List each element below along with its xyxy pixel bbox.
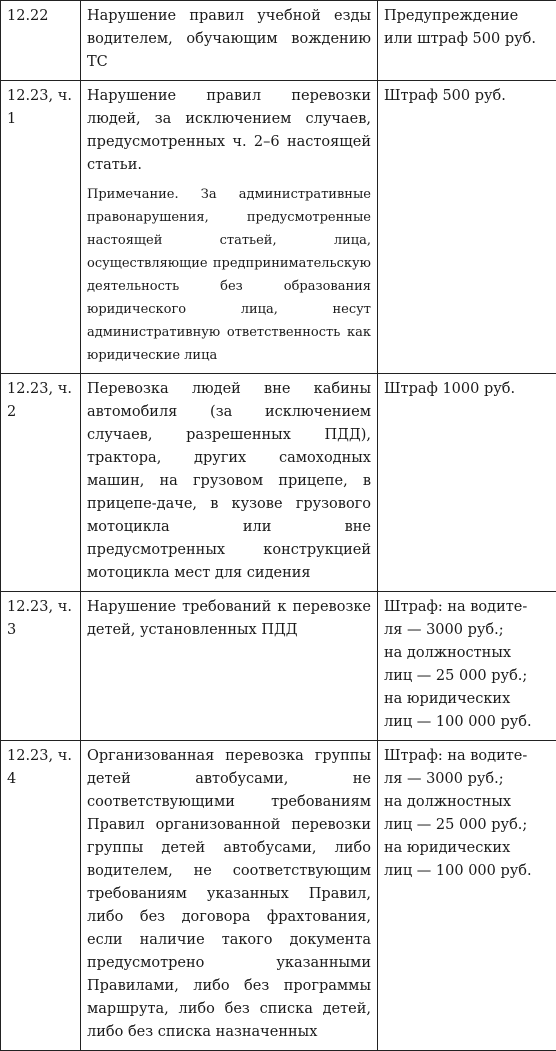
penalty-line: на юридических bbox=[384, 837, 550, 860]
offense-cell: Организованная перевозка группы детей автобусами, не соответствующими требованиям Правил организованной перевозки группы детей автобусами, либо водителем, не соответствующим требованиям указанных Правил, либо без договора фрахтования, если наличие такого документа предусмотрено указанными Правилами, либо без программы маршрута, либо без списка детей, либо без списка назначенных bbox=[81, 741, 378, 1051]
penalty-cell bbox=[378, 592, 556, 741]
penalty-line: Штраф: на водите- bbox=[384, 745, 550, 768]
penalty-line: лиц — 25 000 руб.; bbox=[384, 814, 550, 837]
penalty-line: лиц — 100 000 руб. bbox=[384, 711, 550, 734]
table-row bbox=[1, 741, 556, 1051]
article-cell: 12.23, ч. 2 bbox=[1, 374, 81, 592]
offense-text: Нарушение правил перевозки людей, за исключением случаев, предусмотренных ч. 2–6 настоящей статьи. bbox=[87, 85, 371, 177]
penalty-line: Штраф: на водите- bbox=[384, 596, 550, 619]
article-cell: 12.23, ч. 4 bbox=[1, 741, 81, 1051]
offense-cell bbox=[81, 81, 378, 374]
penalty-line: на должностных bbox=[384, 642, 550, 665]
table-row bbox=[1, 374, 556, 592]
penalty-line: лиц — 25 000 руб.; bbox=[384, 665, 550, 688]
penalty-cell: Штраф 1000 руб. bbox=[378, 374, 556, 592]
article-cell: 12.23, ч. 3 bbox=[1, 592, 81, 741]
penalty-cell bbox=[378, 741, 556, 1051]
penalty-cell: Штраф 500 руб. bbox=[378, 81, 556, 374]
article-cell: 12.22 bbox=[1, 1, 81, 81]
table-row bbox=[1, 592, 556, 741]
penalty-cell: Предупреждение или штраф 500 руб. bbox=[378, 1, 556, 81]
offense-cell: Нарушение правил учебной езды водителем, обучающим вождению ТС bbox=[81, 1, 378, 81]
penalty-line: на юридических bbox=[384, 688, 550, 711]
table-row bbox=[1, 1, 556, 81]
offense-cell: Перевозка людей вне кабины автомобиля (за исключением случаев, разрешенных ПДД), трактора, других самоходных машин, на грузовом прицепе, в прицепе-даче, в кузове грузового мотоцикла или вне предусмотренных конструкцией мотоцикла мест для сидения bbox=[81, 374, 378, 592]
penalty-line: лиц — 100 000 руб. bbox=[384, 860, 550, 883]
offense-cell: Нарушение требований к перевозке детей, установленных ПДД bbox=[81, 592, 378, 741]
penalty-line: на должностных bbox=[384, 791, 550, 814]
penalty-line: ля — 3000 руб.; bbox=[384, 768, 550, 791]
article-cell: 12.23, ч. 1 bbox=[1, 81, 81, 374]
note-text: Примечание. За административные правонарушения, предусмотренные настоящей статьей, лица, осуществляющие предпринимательскую деятельность без образования юридического лица, несут административную ответственность как юридические лица bbox=[87, 183, 371, 367]
table-row bbox=[1, 81, 556, 374]
penalty-line: ля — 3000 руб.; bbox=[384, 619, 550, 642]
